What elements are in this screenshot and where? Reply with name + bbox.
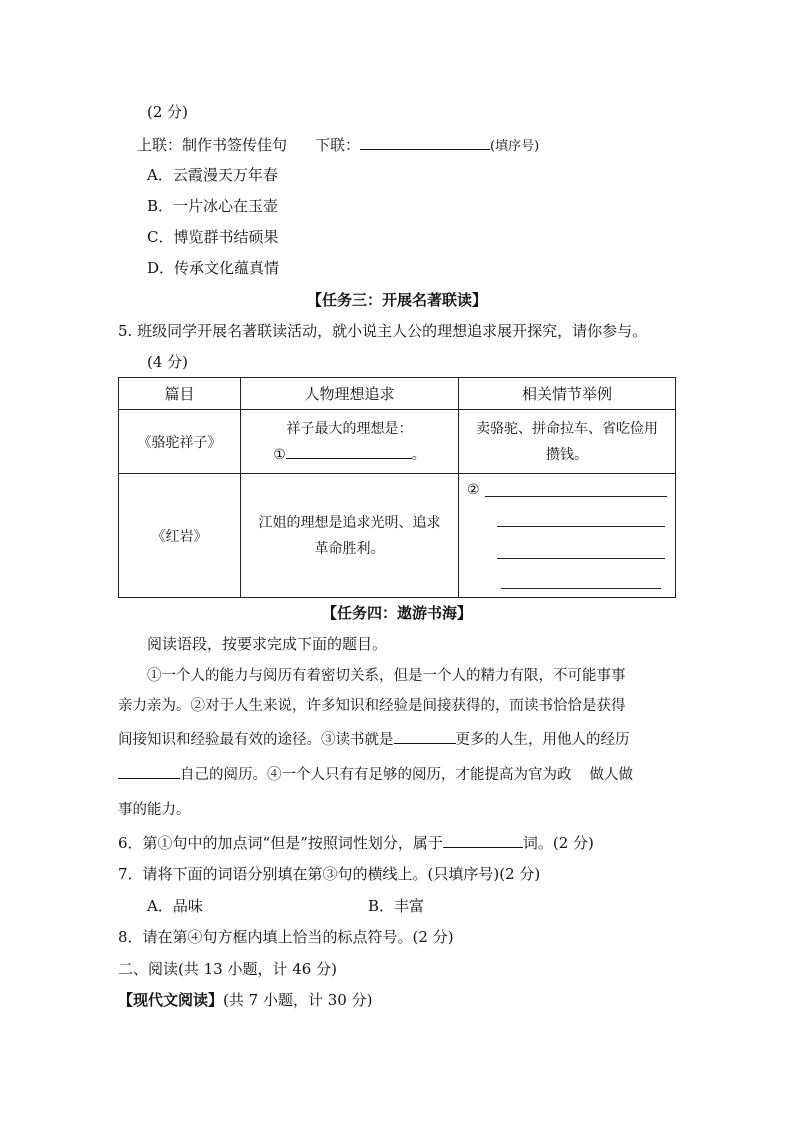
q7-option-b: B．丰富 — [368, 897, 425, 915]
task3-heading: 【任务三：开展名著联读】 — [306, 291, 487, 309]
reading-line-4 — [118, 763, 633, 785]
row2-plot — [459, 474, 676, 598]
lower-couplet-suffix: (填序号) — [490, 139, 540, 154]
modern-heading: 【现代文阅读】 — [118, 991, 224, 1009]
row2-plot-blank-2[interactable] — [497, 526, 665, 527]
table-header-row — [119, 378, 676, 410]
q4-option-c: C．博览群书结硕果 — [147, 228, 279, 246]
header-title: 篇目 — [119, 378, 241, 410]
reading-line-4-a: 自己的阅历。④一个人只有有足够的阅历，才能提高为官为政 — [180, 767, 572, 783]
q5-score: (4 分) — [147, 353, 189, 371]
reading-line-3-b: 更多的人生，用他人的经历 — [455, 732, 630, 748]
q6-text-a: 6．第①句中的加点词“但是”按照词性划分，属于 — [118, 834, 443, 852]
reading-line-3-a: 间接知识和经验最有效的途径。③读书就是 — [118, 732, 394, 748]
q4-score: (2 分) — [147, 103, 189, 121]
q7-option-a: A．品味 — [147, 897, 203, 915]
lower-couplet-label: 下联： — [315, 136, 361, 154]
task4-heading: 【任务四：遨游书海】 — [321, 604, 472, 622]
section2-heading: 二、阅读(共 13 小题，计 46 分) — [118, 960, 337, 978]
reading-blank-2[interactable] — [118, 763, 180, 779]
row1-ideal-blank[interactable] — [286, 444, 412, 459]
row2-plot-blank-3[interactable] — [497, 558, 665, 559]
row1-ideal — [241, 410, 459, 474]
reading-line-2: 亲力亲为。②对于人生来说，许多知识和经验是间接获得的，而读书恰恰是获得 — [118, 698, 626, 714]
modern-reading — [118, 990, 372, 1010]
row1-ideal-text: 祥子最大的理想是： — [286, 420, 413, 437]
row1-ideal-blank-line — [241, 442, 458, 468]
reading-line-5: 事的能力。 — [118, 802, 191, 818]
circle-marker-1: ① — [273, 446, 286, 463]
q7-text: 7．请将下面的词语分别填在第③句的横线上。(只填序号)(2 分) — [118, 865, 541, 883]
row2-ideal — [241, 474, 459, 598]
row2-ideal-line1: 江姐的理想是追求光明、追求 — [258, 514, 441, 531]
q6-blank[interactable] — [443, 832, 523, 848]
q4-option-d: D．传承文化蕴真情 — [147, 259, 280, 277]
row1-ideal-end: 。 — [411, 446, 426, 463]
row2-book: 《红岩》 — [119, 474, 241, 598]
row2-plot-blank-1[interactable] — [485, 496, 667, 497]
row1-plot-line1: 卖骆驼、拼命拉车、省吃俭用 — [476, 420, 658, 437]
q6-text-b: 词。(2 分) — [522, 834, 594, 852]
reading-line-3 — [118, 728, 630, 750]
q6 — [118, 832, 594, 853]
q8-text: 8．请在第④句方框内填上恰当的标点符号。(2 分) — [118, 928, 454, 946]
table-row — [119, 474, 676, 598]
q4-option-a: A．云霞漫天万年春 — [147, 166, 278, 184]
modern-suffix: (共 7 小题，计 30 分) — [223, 991, 373, 1009]
reading-line-4-b: 做人做 — [589, 767, 633, 783]
reading-intro: 阅读语段，按要求完成下面的题目。 — [147, 635, 388, 653]
row1-plot-line2: 攒钱。 — [546, 446, 588, 463]
row2-ideal-line2: 革命胜利。 — [314, 540, 385, 557]
q5-text: 5. 班级同学开展名著联读活动，就小说主人公的理想追求展开探究，请你参与。 — [118, 322, 648, 340]
table-row — [119, 410, 676, 474]
row1-book: 《骆驼祥子》 — [119, 410, 241, 474]
reading-line-1: ①一个人的能力与阅历有着密切关系，但是一个人的精力有限，不可能事事 — [147, 668, 626, 684]
q5-table — [118, 377, 676, 598]
reading-blank-1[interactable] — [394, 728, 456, 744]
circle-marker-2: ② — [467, 482, 480, 498]
header-ideal: 人物理想追求 — [241, 378, 459, 410]
lower-couplet-blank[interactable] — [360, 134, 490, 150]
row1-plot — [459, 410, 676, 474]
q4-couplet — [137, 134, 539, 157]
row2-plot-blank-4[interactable] — [501, 588, 661, 589]
header-plot: 相关情节举例 — [459, 378, 676, 410]
q4-option-b: B．一片冰心在玉壶 — [147, 197, 279, 215]
upper-couplet-label: 上联：制作书签传佳句 — [137, 136, 288, 154]
